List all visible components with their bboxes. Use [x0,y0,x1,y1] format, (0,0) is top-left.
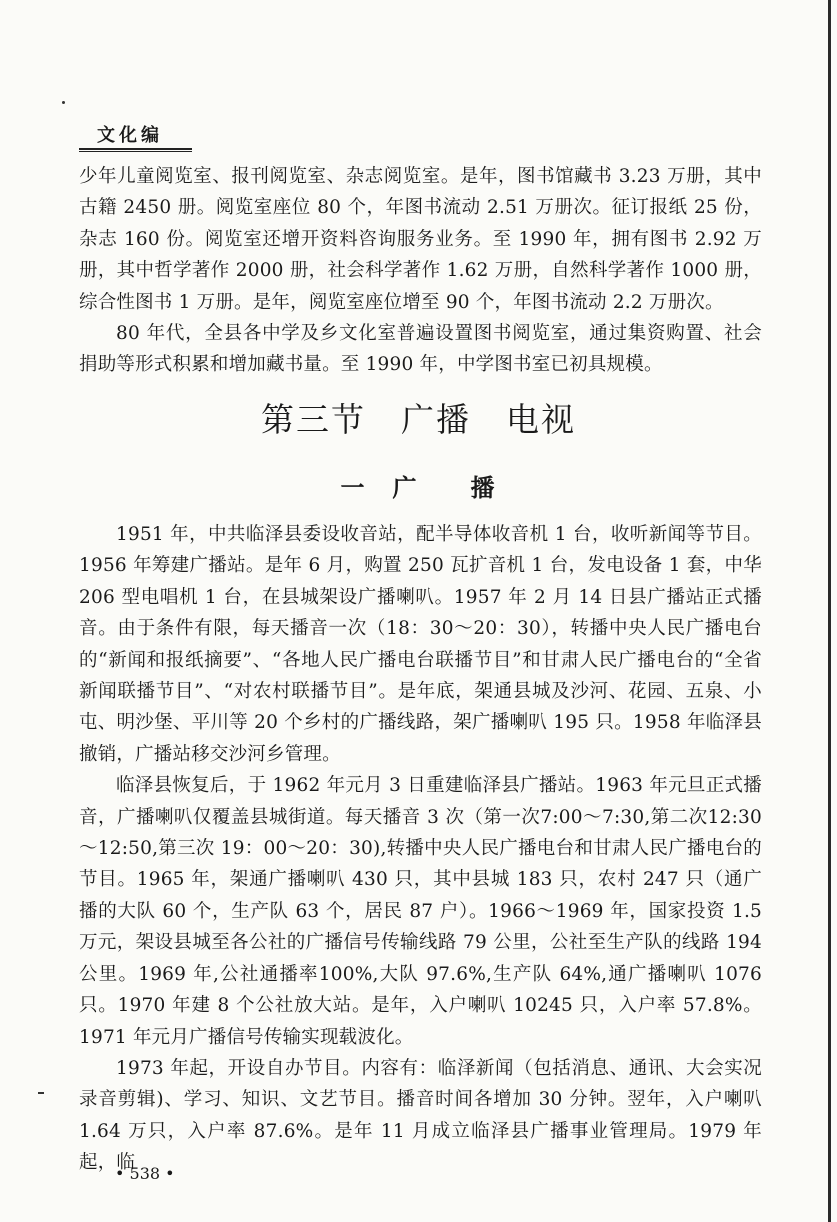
scan-speck [38,1092,44,1094]
running-header: 文化编 [97,125,163,146]
paragraph: 临泽县恢复后，于 1962 年元月 3 日重建临泽县广播站。1963 年元旦正式播音，广播喇叭仅覆盖县城街道。每天播音 3 次（第一次7:00～7:30,第二次12:30～12:50,第三次 19：00～20：30),转播中央人民广播电台和甘肃人民广播电台的节目。1965 年，架通广播喇叭 430 只，其中县城 183 只，农村 247 只（通广播的大队 60 个，生产队 63 个，居民 87 户）。1966～1969 年，国家投资 1.5 万元，架设县城至各公社的广播信号传输线路 79 公里，公社至生产队的线路 194 公里。1969 年,公社通播率100%,大队 97.6%,生产队 64%,通广播喇叭 1076 只。1970 年建 8 个公社放大站。是年，入户喇叭 10245 只，入户率 57.8%。1971 年元月广播信号传输实现载波化。 [79,775,762,1048]
header-rule [79,151,192,152]
text-block-main [79,519,762,1179]
paragraph: 1951 年，中共临泽县委设收音站，配半导体收音机 1 台，收听新闻等节目。1956 年筹建广播站。是年 6 月，购置 250 瓦扩音机 1 台，发电设备 1 套，中华 206 型电唱机 1 台，在县城架设广播喇叭。1957 年 2 月 14 日县广播站正式播音。由于条件有限，每天播音一次（18：30～20：30），转播中央人民广播电台的“新闻和报纸摘要”、“各地人民广播电台联播节目”和甘肃人民广播电台的“全省新闻联播节目”、“对农村联播节目”。是年底，架通县城及沙河、花园、五泉、小屯、明沙堡、平川等 20 个乡村的广播线路，架广播喇叭 195 只。1958 年临泽县撤销，广播站移交沙河乡管理。 [79,524,762,765]
text-block-top [79,161,762,381]
sub-title: 一 广 播 [340,473,497,502]
page-edge-border [828,0,831,1222]
paragraph: 少年儿童阅览室、报刊阅览室、杂志阅览室。是年，图书馆藏书 3.23 万册，其中古籍 2450 册。阅览室座位 80 个，年图书流动 2.51 万册次。征订报纸 25 份，杂志 160 份。阅览室还增开资料咨询服务业务。至 1990 年，拥有图书 2.92 万册，其中哲学著作 2000 册，社会科学著作 1.62 万册，自然科学著作 1000 册，综合性图书 1 万册。是年，阅览室座位增至 90 个，年图书流动 2.2 万册次。 [79,166,762,313]
paragraph: 80 年代，全县各中学及乡文化室普遍设置图书阅览室，通过集资购置、社会捐助等形式积累和增加藏书量。至 1990 年，中学图书室已初具规模。 [79,323,762,376]
header-rule [79,148,192,150]
paragraph: 1973 年起，开设自办节目。内容有：临泽新闻（包括消息、通讯、大会实况录音剪辑)、学习、知识、文艺节目。播音时间各增加 30 分钟。翌年，入户喇叭 1.64 万只，入户率 87.6%。是年 11 月成立临泽县广播事业管理局。1979 年起，临 [79,1057,762,1174]
section-title: 第三节 广播 电视 [261,400,576,439]
page-number: • 538 • [115,1164,175,1183]
scan-speck [62,101,65,104]
